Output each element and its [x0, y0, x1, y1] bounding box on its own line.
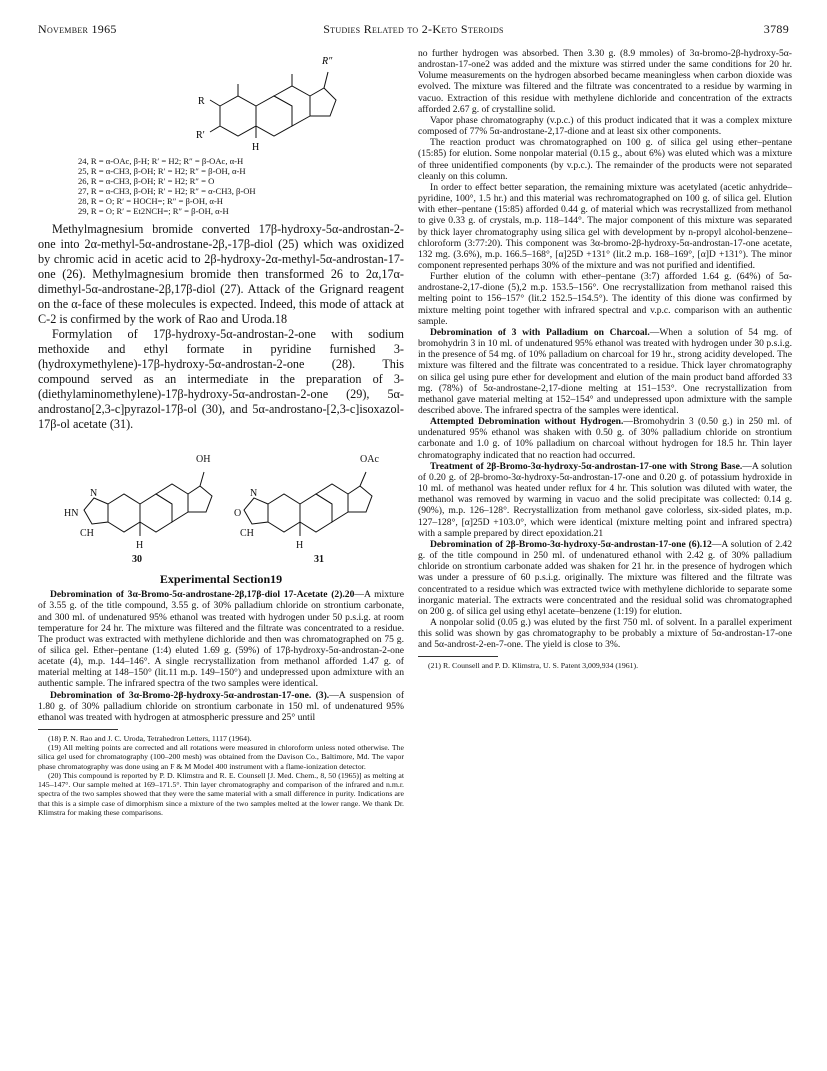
experiment-2-body: —A suspension of 1.80 g. of 30% palladium chloride on strontium carbonate in 150 ml. of undenatured 95% ethanol was treated with hydrogen at atmospheric pressure and 25° until: [38, 689, 405, 723]
label-o-31: O: [234, 508, 242, 519]
rc-paragraph-3: The reaction product was chromatographed on 100 g. of silica gel using ether–pentane (15:85) for elution. Some nonpolar material (0.15 g., about 6%) was eluted which was a mixture of three unidentified components (by v.p.c.). The remainder of the products were not separated cleanly on this column.: [418, 137, 792, 182]
footnote-divider: [38, 729, 118, 730]
label-n-31: N: [250, 488, 258, 499]
rc-paragraph-2: Vapor phase chromatography (v.p.c.) of this product indicated that it was a complex mixture composed of 77% 5α-androstane-2,17-dione and at least six other components.: [418, 114, 792, 138]
compound-27: 27, R = α-CH3, β-OH; R′ = H2; R″ = α-CH3, β-OH: [78, 186, 256, 196]
label-31: 31: [314, 554, 324, 565]
label-ch-30: CH: [80, 528, 94, 539]
steroid-structure-24-29: [38, 48, 404, 154]
footnote-21: (21) R. Counsell and P. D. Klimstra, U. S. Patent 3,009,934 (1961).: [428, 661, 639, 671]
page-header: [38, 22, 789, 40]
label-hn: HN: [64, 508, 79, 519]
paragraph-formylation: Formylation of 17β-hydroxy-5α-androstan-2-one with sodium methoxide and ethyl formate in pyridine furnished 3-(hydroxymethylene)-17β-hydroxy-5α-androstan-2-one (28). This compound served as an intermediate in the preparation of 3-(diethylaminomethylene)-17β-hydroxy-5α-androstan-2-one (29), 5α-androstano[2,3-c]pyrazol-17β-ol (30), and 5α-androstano-[2,3-c]isoxazol-17β-ol acetate (31).: [38, 327, 404, 431]
header-page-number: 3789: [763, 22, 789, 36]
rc-paragraph-5: Further elution of the column with ether–pentane (3:7) afforded 1.64 g. (64%) of 5α-androstane-2,17-dione (5),2 m.p. 153.5–156°. One recrystallization from methanol raised this melting point to 156–157° (lit.2 152.5–154.5°). The identity of this dione was confirmed by mixture melting point together with infrared spectral and v.p.c. comparison with an authentic sample.: [418, 271, 792, 327]
right-column: [418, 48, 792, 671]
experiment-1: [38, 589, 404, 689]
compound-25: 25, R = α-CH3, β-OH; R′ = H2; R″ = β-OH, α-H: [78, 166, 246, 176]
label-30: 30: [132, 554, 142, 565]
label-h-31: H: [296, 540, 304, 551]
rc-paragraph-4: In order to effect better separation, the remaining mixture was acetylated (acetic anhydride–pyridine, 100°, 1.5 hr.) and this material was rechromatographed on 100 g. of silica gel. Elution with ether–pentane (15:85) afforded 0.44 g. of material which was recrystallized from methanol to give 0.33 g. of crystals, m.p. 118–144°. The major component of this mixture was separated by thick layer chromatography using silica gel with development by n-propyl alcohol-benzene–chloroform (3:77:20). This component was 3α-bromo-2β-hydroxy-5α-androstan-17-one acetate, 132 mg. (3.6%), m.p. 166.5–168°, [α]25D +131° (lit.2 m.p. 168–169°, [α]D +131°). The minor component represented perhaps 30% of the mixture and was not purified and identified.: [418, 181, 792, 271]
rc-paragraph-10: A nonpolar solid (0.05 g.) was eluted by the first 750 ml. of solvent. In a parallel experiment this solid was shown by gas chromatography to be probably a mixture of 5α-androstan-17-one and 5α-androst-2-en-7-one. The yield is close to 3%.: [418, 616, 792, 651]
paragraph-grignard: Methylmagnesium bromide converted 17β-hydroxy-5α-androstan-2-one into 2α-methyl-5α-androstane-2β,-17β-diol (25) which was oxidized by chromic acid in acetic acid to 2β-hydroxy-2α-methyl-5α-androstan-17-one (26). Methylmagnesium bromide then transformed 26 to 2α,17α-dimethyl-5α-androstane-2β,17β-diol (27). Attack of the Grignard reagent on the α-face of these molecules is expected. Indeed, this mode of attack at C-2 is confirmed by the work of Rao and Uroda.18: [38, 222, 404, 326]
compound-24: 24, R = α-OAc, β-H; R′ = H2; R″ = β-OAc, α-H: [78, 156, 244, 166]
experiment-1-title: Debromination of 3α-Bromo-5α-androstane-2β,17β-diol 17-Acetate (2).20: [50, 589, 355, 601]
rc-paragraph-1: no further hydrogen was absorbed. Then 3.30 g. (8.9 mmoles) of 3α-bromo-2β-hydroxy-5α-androstan-17-one2 was added and the mixture was stirred under the same conditions for 20 hr. Volume measurements on the hydrogen absorbed became meaningless when carbon dioxide was evolved. The mixture was filtered and the filtrate was concentrated to a residue by warming in vacuo. Extraction of this residue with methylene dichloride and concentration of the extracts afforded 2.67 g. of crystalline solid.: [418, 48, 792, 115]
label-r-double-prime: R″: [322, 56, 333, 67]
label-oac: OAc: [360, 454, 379, 465]
label-r: R: [198, 96, 205, 107]
label-n-30: N: [90, 488, 98, 499]
left-column: [38, 48, 404, 817]
header-date: November 1965: [38, 22, 117, 36]
label-h-30: H: [136, 540, 144, 551]
header-running-title: Studies Related to 2-Keto Steroids: [323, 22, 504, 36]
rc-paragraph-6: Debromination of 3 with Palladium on Charcoal.—When a solution of 54 mg. of bromohydrin 3 in 10 ml. of undenatured 95% ethanol was treated with hydrogen under 30 p.s.i.g. in the presence of 54 mg. of 10% palladium on charcoal for 19 hr., strong acidity developed. The mixture was filtered and the filtrate was concentrated to a residue. Thick layer chromatography on silica gel using pure ether for development and elution of the main product band afforded 33 mg. (78%) of 5α-androstane-2,17-dione melting at 151–153°. One recrystallization from methanol gave material melting at 152–154° and undepressed upon admixture with the sample described above. The infrared spectra of the samples were identical.: [418, 326, 792, 416]
footnote-20: (20) This compound is reported by P. D. Klimstra and R. E. Counsell [J. Med. Chem., 8, 50 (1965)] as melting at 145–147°. Our sample melted at 169–171.5°. Thin layer chromatography and comparison of the infrared and n.m.r. spectra of the two samples showed that they were the same material with a small difference in purity. Indications are that this is a simple case of dimorphism since a mixture of the two samples melted at the lower range. We thank Dr. Klimstra for making these comparisons.: [38, 770, 404, 817]
label-oh: OH: [196, 454, 211, 465]
rc-paragraph-9: Debromination of 2β-Bromo-3α-hydroxy-5α-androstan-17-one (6).12—A solution of 2.42 g. of the title compound in 250 ml. of undenatured ethanol with 2.42 g. of 30% palladium chloride on strontium carbonate added was shaken for 21 hr. in the presence of hydrogen which was under a pressure of 60 p.s.i.g. originally. The mixture was filtered and the filtrate was concentrated to a residue which was extracted twice with methylene dichloride to separate some inorganic material. The extracts were concentrated and the residual solid was chromatographed on 200 g. of silica gel using ethyl acetate–benzene (1:19) for elution.: [418, 538, 792, 617]
footnote-19: (19) All melting points are corrected and all rotations were measured in chloroform unless noted otherwise. The silica gel used for chromatography (100–200 mesh) was obtained from the Davison Co., Baltimore, Md. The vapor phase chromatography was done using an F & M Model 400 instrument with a flame-ionization detector.: [38, 743, 404, 771]
footnote-divider-right: [418, 656, 498, 657]
rc-paragraph-7: Attempted Debromination without Hydrogen.—Bromohydrin 3 (0.50 g.) in 250 ml. of undenatured 95% ethanol was shaken with 0.50 g. of 30% palladium chloride on strontium carbonate and 1.0 g. of 10% palladium on charcoal without hydrogen for 18.5 hr. Thin layer chromatography indicated that no reaction had occurred.: [418, 416, 793, 461]
label-r-prime: R′: [196, 130, 205, 141]
section-title-experimental: Experimental Section19: [159, 572, 283, 586]
compound-29: 29, R = O; R′ = Et2NCH=; R″ = β-OH, α-H: [78, 206, 229, 216]
compound-26: 26, R = α-CH3, β-OH; R′ = H2; R″ = O: [78, 176, 215, 186]
experiment-2: [38, 690, 404, 723]
footnote-18: (18) P. N. Rao and J. C. Uroda, Tetrahedron Letters, 1117 (1964).: [48, 734, 252, 744]
label-ch-31: CH: [240, 528, 254, 539]
compound-list: [78, 156, 404, 216]
experiment-1-body: —A mixture of 3.55 g. of the title compound, 3.55 g. of 30% palladium chloride on strontium carbonate, and 300 ml. of undenatured 95% ethanol was treated with hydrogen under 50 p.s.i.g. at room temperature for 24 hr. The mixture was filtered and the filtrate was concentrated to a residue. The product was extracted with methylene dichloride and then was chromatographed on 75 g. of silica gel. Ether–pentane (1:4) eluted 1.69 g. (59%) of 17β-hydroxy-5α-androstan-2-one acetate (4), m.p. 144–146°. A single recrystallization from methanol afforded 1.47 g. of material melting at 148–150° (lit.11 m.p. 149–150°) and undepressed upon admixture with an authentic sample. The infrared spectra of the two samples were identical.: [38, 589, 404, 690]
compound-28: 28, R = O; R′ = HOCH=; R″ = β-OH, α-H: [78, 196, 223, 206]
rc-paragraph-8: Treatment of 2β-Bromo-3α-hydroxy-5α-androstan-17-one with Strong Base.—A solution of 0.20 g. of 2β-bromo-3α-hydroxy-5α-androstan-17-one and 0.20 g. of potassium hydroxide in 10 ml. of methanol was heated under reflux for 4 hr. This solution was diluted with water, the methanol was removed by warming in vacuo and the solid precipitate was collected: 0.14 g. (90%), m.p. 126–128°. Recrystallization from methanol gave colorless, six-sided plates, m.p. 127–128°, [α]25D +103.0°, which were identical (mixture melting point and infrared spectra) with a sample prepared by direct epoxidation.21: [418, 460, 792, 539]
structures-30-31: [38, 432, 404, 568]
experiment-2-title: Debromination of 3α-Bromo-2β-hydroxy-5α-androstan-17-one. (3).: [50, 689, 330, 701]
label-h: H: [252, 142, 260, 153]
